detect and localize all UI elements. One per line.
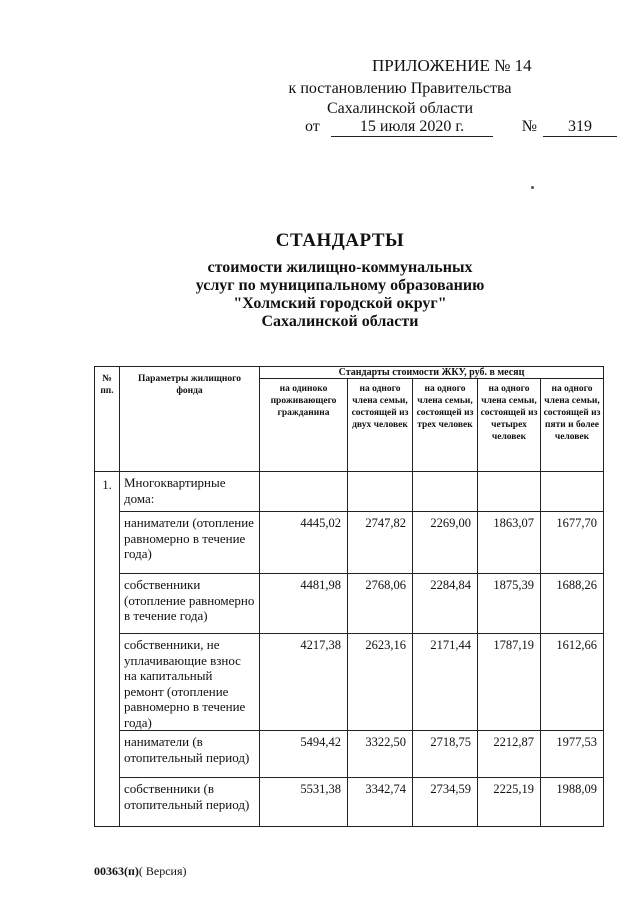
decree-date: 15 июля 2020 г. <box>331 118 493 137</box>
document-code-number: 00363(п) <box>94 864 139 878</box>
cell-value: 2269,00 <box>413 512 478 574</box>
cell-value: 2171,44 <box>413 634 478 731</box>
table-row <box>95 574 604 634</box>
cell-value: 3322,50 <box>348 731 413 778</box>
header-num: № пп. <box>95 367 120 472</box>
cell-value: 1875,39 <box>478 574 541 634</box>
cell-value: 1612,66 <box>541 634 604 731</box>
cell-value: 1677,70 <box>541 512 604 574</box>
document-subtitle-4: Сахалинской области <box>261 313 419 330</box>
row-label: наниматели (в отопительный период) <box>120 731 260 778</box>
decree-number: 319 <box>543 118 617 137</box>
section-number: 1. <box>95 472 120 827</box>
cell-value: 1787,19 <box>478 634 541 731</box>
table-row <box>95 512 604 574</box>
cell-value: 1688,26 <box>541 574 604 634</box>
row-label: собственники, не уплачивающие взнос на капитальный ремонт (отопление равномерно в течение года) <box>120 634 260 731</box>
section-label: Многоквартирные дома: <box>120 472 260 512</box>
number-label: № <box>521 118 537 135</box>
document-subtitle-1: стоимости жилищно-коммунальных <box>207 259 473 276</box>
appendix-title: ПРИЛОЖЕНИЕ № 14 <box>372 56 532 75</box>
cell-value: 2734,59 <box>413 778 478 827</box>
document-subtitle-2: услуг по муниципальному образованию <box>195 277 485 294</box>
cell-value: 2747,82 <box>348 512 413 574</box>
cell-value: 1988,09 <box>541 778 604 827</box>
header-col-3: на одного члена семьи, состоящей из трех человек <box>413 379 478 472</box>
cell-value: 2718,75 <box>413 731 478 778</box>
document-title: СТАНДАРТЫ <box>275 230 405 251</box>
row-label: собственники (отопление равномерно в течение года) <box>120 574 260 634</box>
cell-value: 4217,38 <box>260 634 348 731</box>
header-col-4: на одного члена семьи, состоящей из четырех человек <box>478 379 541 472</box>
cell-value: 4445,02 <box>260 512 348 574</box>
table-row <box>95 731 604 778</box>
cell-value: 4481,98 <box>260 574 348 634</box>
cell-value: 2284,84 <box>413 574 478 634</box>
row-label: собственники (в отопительный период) <box>120 778 260 827</box>
appendix-line-1: к постановлению Правительства <box>288 80 512 97</box>
row-label: наниматели (отопление равномерно в течение года) <box>120 512 260 574</box>
cell-value: 2212,87 <box>478 731 541 778</box>
document-version: ( Версия) <box>138 864 187 878</box>
header-col-2: на одного члена семьи, состоящей из двух человек <box>348 379 413 472</box>
cell-value: 1863,07 <box>478 512 541 574</box>
table-row <box>95 778 604 827</box>
appendix-line-2: Сахалинской области <box>326 100 474 117</box>
cell-value: 5494,42 <box>260 731 348 778</box>
header-param: Параметры жилищного фонда <box>120 367 260 472</box>
table-row-section <box>95 472 604 512</box>
cell-value: 5531,38 <box>260 778 348 827</box>
scan-speck <box>531 186 534 189</box>
document-subtitle-3: "Холмский городской округ" <box>233 295 447 312</box>
header-col-5: на одного члена семьи, состоящей из пяти и более человек <box>541 379 604 472</box>
table-row <box>95 634 604 731</box>
cell-value: 2623,16 <box>348 634 413 731</box>
document-code <box>94 864 187 879</box>
cell-value: 1977,53 <box>541 731 604 778</box>
decree-date-row <box>305 118 617 137</box>
header-col-1: на одиноко проживающего гражданина <box>260 379 348 472</box>
from-label: от <box>305 118 320 135</box>
standards-table <box>94 366 604 827</box>
cell-value: 2225,19 <box>478 778 541 827</box>
cell-value: 2768,06 <box>348 574 413 634</box>
header-group: Стандарты стоимости ЖКУ, руб. в месяц <box>260 367 604 379</box>
cell-value: 3342,74 <box>348 778 413 827</box>
